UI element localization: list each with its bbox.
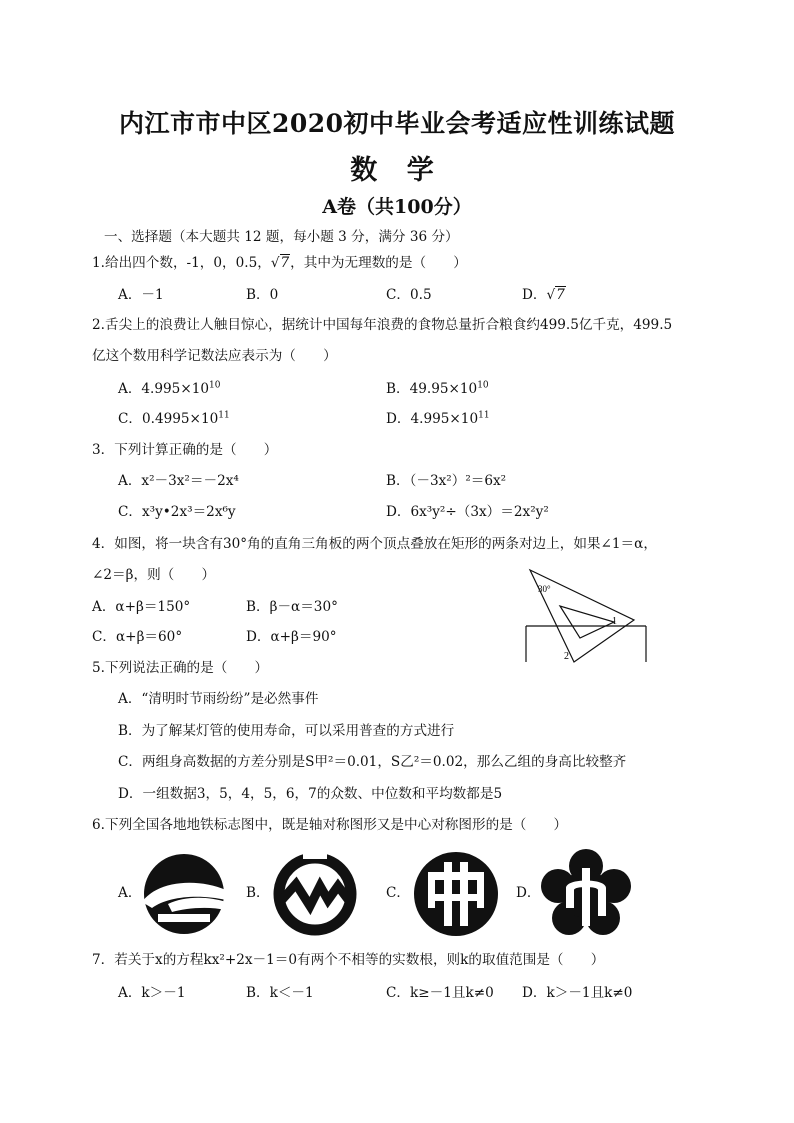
q2-option-b: B．$49.95\times 10^{10}$ [386, 380, 489, 397]
subject-title: 数 学 [350, 155, 444, 186]
q5-option-d: D．一组数据3，5，4，5，6，7的众数、中位数和平均数都是5 [118, 786, 503, 802]
triangle-ruler-figure [520, 566, 650, 666]
q4-option-b: B．β－α＝30° [246, 599, 338, 615]
q3-stem: 3．下列计算正确的是（ ） [92, 442, 278, 458]
q2-option-a: A．$4.995\times 10^{10}$ [118, 380, 221, 397]
q6-option-d: D． [516, 885, 541, 901]
fig-label-2: 2 [564, 651, 569, 662]
q4-option-a: A．α+β＝150° [92, 599, 191, 615]
q2-option-d: D．$4.995\times 10^{11}$ [386, 410, 490, 427]
metro-logo-d-icon [540, 848, 632, 938]
q4-option-c: C．α+β＝60° [92, 629, 183, 645]
q3-option-b: B．（－3x²）²＝6x² [386, 473, 507, 489]
q7-option-b: B．k＜－1 [246, 985, 314, 1001]
fig-label-1: 1 [612, 616, 617, 627]
metro-logo-c-icon [410, 850, 502, 938]
metro-logo-b-icon [270, 850, 360, 938]
q2-stem-line2: 亿这个数用科学记数法应表示为（ ） [92, 348, 337, 364]
q5-stem: 5.下列说法正确的是（ ） [92, 660, 269, 676]
q5-option-a: A．“清明时节雨纷纷”是必然事件 [118, 691, 319, 707]
sqrt-icon: √7 [546, 287, 565, 303]
q1-option-c: C．0.5 [386, 287, 432, 303]
q6-option-c: C． [386, 885, 410, 901]
q1-stem-a: 1.给出四个数，-1，0，0.5， [92, 255, 271, 271]
q4-stem-line1: 4．如图，将一块含有30°角的直角三角板的两个顶点叠放在矩形的两条对边上，如果∠1＝α， [92, 536, 657, 552]
q7-option-c: C．k≥－1且k≠0 [386, 985, 494, 1001]
metro-logo-a-icon [138, 850, 230, 938]
q6-option-b: B． [246, 885, 270, 901]
q3-option-d: D．6x³y²÷（3x）＝2x²y² [386, 504, 549, 520]
q4-stem-line2: ∠2＝β，则（ ） [92, 567, 216, 583]
q7-option-d: D．k＞－1且k≠0 [522, 985, 633, 1001]
q5-option-c: C．两组身高数据的方差分别是S甲²＝0.01，S乙²＝0.02，那么乙组的身高比较整齐 [118, 754, 627, 770]
part-heading: 一、选择题（本大题共 12 题，每小题 3 分，满分 36 分） [104, 229, 459, 245]
q1-option-a: A．－1 [118, 287, 164, 303]
fig-angle-label: 30° [538, 584, 551, 594]
q7-stem: 7．若关于x的方程kx²+2x－1＝0有两个不相等的实数根，则k的取值范围是（ ） [92, 952, 605, 968]
q1-stem [92, 254, 467, 272]
sqrt-icon: √7 [270, 255, 290, 271]
q1-stem-b: ，其中为无理数的是（ ） [290, 255, 467, 271]
q4-option-d: D．α+β＝90° [246, 629, 337, 645]
q6-stem: 6.下列全国各地地铁标志图中，既是轴对称图形又是中心对称图形的是（ ） [92, 817, 568, 833]
q7-option-a: A．k＞－1 [118, 985, 186, 1001]
q2-stem-line1: 2.舌尖上的浪费让人触目惊心，据统计中国每年浪费的食物总量折合粮食约499.5亿千克，499.5 [92, 317, 673, 333]
q5-option-b: B．为了解某灯管的使用寿命，可以采用普查的方式进行 [118, 723, 455, 739]
q6-option-a: A． [118, 885, 142, 901]
q3-option-c: C．x³y•2x³＝2x⁶y [118, 504, 236, 520]
q1-option-d: D．√7 [522, 287, 565, 303]
q1-option-b: B．0 [246, 287, 279, 303]
q2-option-c: C．$0.4995\times 10^{11}$ [118, 410, 230, 427]
section-title: A卷（共100分） [322, 196, 472, 218]
exam-title: 内江市市中区2020初中毕业会考适应性训练试题 [118, 109, 676, 138]
q3-option-a: A．x²－3x²＝－2x⁴ [118, 473, 239, 489]
